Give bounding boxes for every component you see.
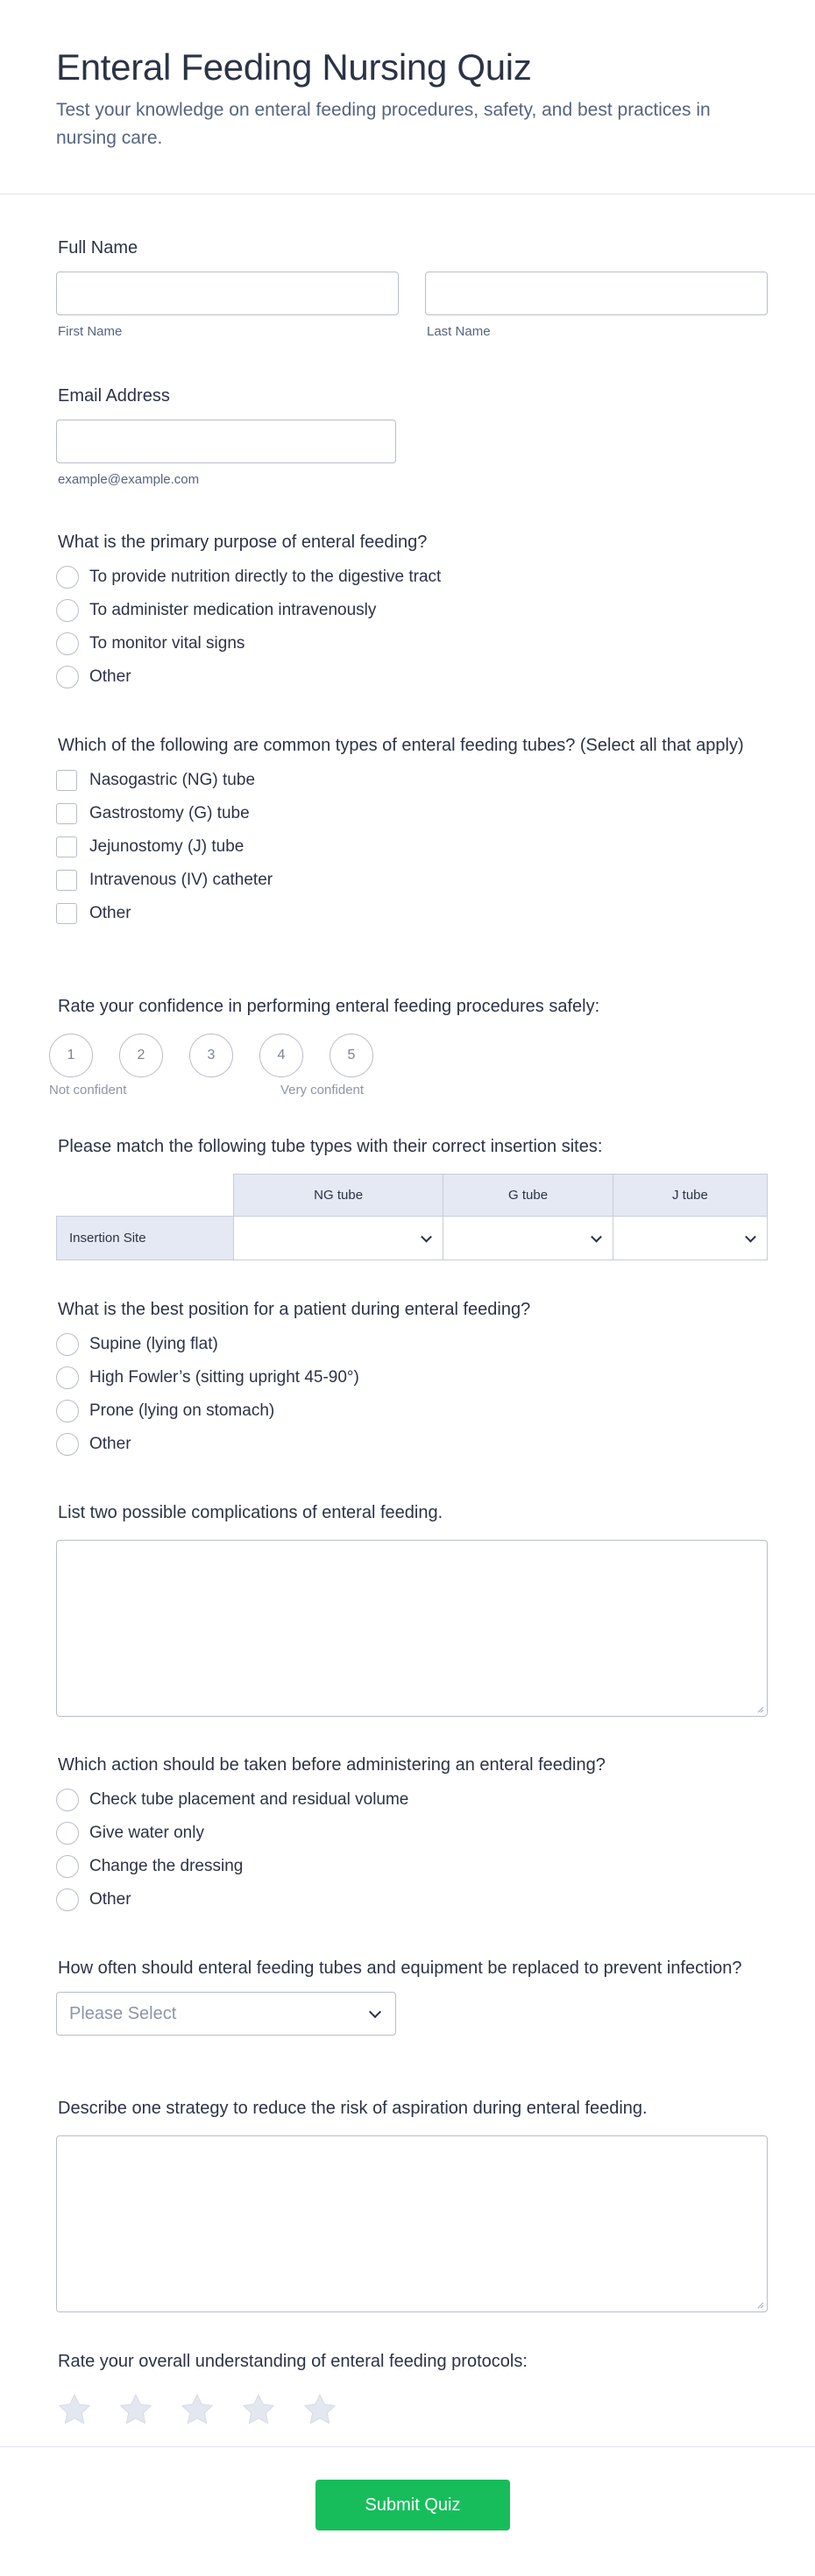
question-label: Which action should be taken before administering an enteral feeding? — [58, 1755, 606, 1775]
complications-textarea[interactable] — [56, 1540, 768, 1717]
checkbox-option[interactable] — [56, 897, 768, 930]
radio-option[interactable] — [56, 594, 768, 627]
scale-option-2[interactable]: 2 — [119, 1034, 163, 1077]
first-name-input[interactable] — [56, 272, 399, 315]
radio-button[interactable] — [56, 1400, 79, 1422]
aspiration-textarea[interactable] — [56, 2135, 768, 2312]
scale-option-1[interactable]: 1 — [49, 1034, 93, 1077]
radio-option[interactable] — [56, 1361, 768, 1394]
radio-button[interactable] — [56, 1822, 79, 1845]
question-label: Rate your confidence in performing enteral feeding procedures safely: — [58, 997, 600, 1016]
checkbox[interactable] — [56, 836, 77, 857]
option-label: Intravenous (IV) catheter — [89, 871, 273, 889]
question-replace-frequency — [56, 1957, 768, 2036]
radio-button[interactable] — [56, 599, 79, 622]
radio-button[interactable] — [56, 1333, 79, 1356]
star-rating — [56, 2392, 768, 2427]
email-label: Email Address — [58, 386, 170, 406]
replace-frequency-select[interactable] — [56, 1992, 396, 2036]
matrix-column-header: G tube — [443, 1175, 613, 1217]
radio-option[interactable] — [56, 1850, 768, 1883]
form-title: Enteral Feeding Nursing Quiz — [56, 46, 532, 88]
matrix-column-header: J tube — [613, 1175, 767, 1217]
option-label: Other — [89, 1435, 131, 1453]
option-label: Nasogastric (NG) tube — [89, 771, 256, 789]
question-tube-types — [56, 734, 768, 930]
matrix-dropdown-ng[interactable] — [234, 1217, 443, 1260]
question-label: Rate your overall understanding of enteral feeding protocols: — [58, 2352, 528, 2371]
scale-option-3[interactable]: 3 — [189, 1034, 233, 1077]
question-label: What is the best position for a patient during enteral feeding? — [58, 1300, 531, 1319]
resize-handle-icon[interactable] — [755, 1704, 764, 1713]
question-understanding-rating — [56, 2350, 768, 2427]
option-label: Gastrostomy (G) tube — [89, 804, 250, 822]
question-label: Which of the following are common types of enteral feeding tubes? (Select all that apply) — [58, 736, 744, 755]
last-name-sublabel: Last Name — [427, 324, 491, 339]
radio-button[interactable] — [56, 1855, 79, 1878]
chevron-down-icon — [421, 1231, 432, 1242]
question-label: What is the primary purpose of enteral feeding? — [58, 533, 428, 552]
checkbox[interactable] — [56, 903, 77, 924]
first-name-sublabel: First Name — [58, 324, 123, 339]
scale-row — [49, 1034, 761, 1077]
option-label: To provide nutrition directly to the digestive tract — [89, 568, 442, 586]
question-aspiration — [56, 2097, 768, 2312]
question-position — [56, 1298, 768, 1461]
option-label: Prone (lying on stomach) — [89, 1401, 275, 1420]
form-subtitle: Test your knowledge on enteral feeding procedures, safety, and best practices in nursing care. — [56, 100, 711, 148]
radio-button[interactable] — [56, 1366, 79, 1389]
question-label: How often should enteral feeding tubes and equipment be replaced to prevent infection? — [58, 1958, 742, 1978]
star-icon[interactable] — [240, 2392, 277, 2427]
option-label: To monitor vital signs — [89, 634, 245, 653]
form-footer — [0, 2446, 815, 2576]
question-complications — [56, 1501, 768, 1717]
email-input[interactable] — [56, 420, 396, 463]
checkbox[interactable] — [56, 803, 77, 824]
scale-high-label: Very confident — [280, 1083, 365, 1097]
radio-option[interactable] — [56, 627, 768, 660]
option-label: Give water only — [89, 1824, 204, 1842]
radio-button[interactable] — [56, 632, 79, 655]
checkbox-option[interactable] — [56, 830, 768, 864]
radio-option[interactable] — [56, 1328, 768, 1361]
radio-button[interactable] — [56, 666, 79, 688]
question-label: Describe one strategy to reduce the risk of aspiration during enteral feeding. — [58, 2099, 648, 2118]
matrix-corner — [57, 1175, 234, 1217]
option-label: Check tube placement and residual volume — [89, 1790, 409, 1809]
submit-button[interactable]: Submit Quiz — [315, 2480, 510, 2530]
question-confidence-scale — [49, 995, 761, 1102]
question-label: Please match the following tube types with their correct insertion sites: — [58, 1137, 603, 1156]
matrix-dropdown-j[interactable] — [613, 1217, 767, 1260]
radio-button[interactable] — [56, 1433, 79, 1456]
radio-button[interactable] — [56, 1888, 79, 1911]
radio-button[interactable] — [56, 1789, 79, 1811]
radio-option[interactable] — [56, 561, 768, 594]
checkbox[interactable] — [56, 770, 77, 791]
star-icon[interactable] — [179, 2392, 216, 2427]
checkbox[interactable] — [56, 870, 77, 891]
chevron-down-icon — [591, 1231, 602, 1242]
matrix-column-header: NG tube — [234, 1175, 443, 1217]
form-header — [0, 0, 815, 194]
checkbox-option[interactable] — [56, 864, 768, 897]
option-label: To administer medication intravenously — [89, 601, 377, 619]
option-label: Other — [89, 904, 131, 922]
option-label: Change the dressing — [89, 1857, 244, 1875]
last-name-input[interactable] — [425, 272, 768, 315]
option-label: High Fowler’s (sitting upright 45-90°) — [89, 1368, 359, 1387]
option-label: Other — [89, 1890, 131, 1909]
radio-option[interactable] — [56, 1883, 768, 1916]
scale-option-4[interactable]: 4 — [259, 1034, 303, 1077]
matrix-dropdown-g[interactable] — [443, 1217, 613, 1260]
radio-option[interactable] — [56, 660, 768, 694]
full-name-label: Full Name — [58, 238, 138, 258]
email-field — [56, 385, 768, 487]
option-label: Other — [89, 667, 131, 686]
radio-option[interactable] — [56, 1783, 768, 1817]
chevron-down-icon — [745, 1231, 756, 1242]
full-name-field — [56, 236, 768, 339]
select-placeholder: Please Select — [69, 2003, 177, 2023]
option-label: Supine (lying flat) — [89, 1335, 218, 1353]
radio-option[interactable] — [56, 1428, 768, 1461]
scale-option-5[interactable]: 5 — [330, 1034, 373, 1077]
star-icon[interactable] — [56, 2392, 93, 2427]
star-icon[interactable] — [117, 2392, 154, 2427]
radio-button[interactable] — [56, 566, 79, 589]
radio-option[interactable] — [56, 1817, 768, 1850]
checkbox-option[interactable] — [56, 797, 768, 830]
checkbox-option[interactable] — [56, 764, 768, 797]
question-action — [56, 1754, 768, 1916]
matrix-row-header: Insertion Site — [57, 1217, 234, 1260]
email-sublabel: example@example.com — [58, 472, 200, 487]
question-purpose — [56, 531, 768, 694]
scale-low-label: Not confident — [49, 1083, 127, 1097]
radio-option[interactable] — [56, 1394, 768, 1428]
matrix-table — [56, 1174, 768, 1260]
question-label: List two possible complications of enteral feeding. — [58, 1503, 443, 1522]
star-icon[interactable] — [301, 2392, 338, 2427]
resize-handle-icon[interactable] — [755, 2300, 764, 2309]
option-label: Jejunostomy (J) tube — [89, 837, 244, 856]
question-matrix — [56, 1135, 768, 1260]
chevron-down-icon — [369, 2006, 381, 2018]
